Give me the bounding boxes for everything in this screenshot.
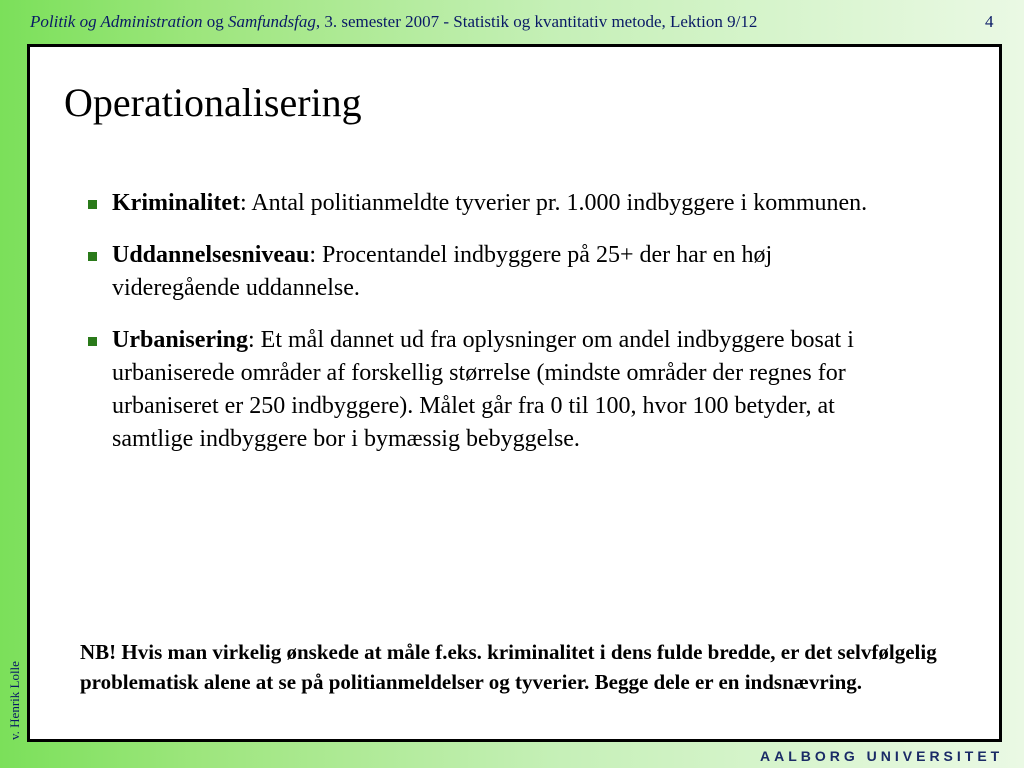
course-connector: og: [202, 12, 229, 31]
course-header: [30, 12, 757, 32]
square-bullet-icon: [88, 252, 97, 261]
square-bullet-icon: [88, 337, 97, 346]
bullet-item-urbanisering: [88, 324, 898, 456]
bullet-text: : Et mål dannet ud fra oplysninger om andel indbyggere bosat i urbaniserede områder af forskellig størrelse (mindste områder der regnes for urbaniseret er 250 indbyggere). Målet går fra 0 til 100, hvor 100 betyder, at samtlige indbyggere bor i bymæssig bebyggelse.: [112, 327, 854, 452]
bullet-term: Kriminalitet: [112, 190, 240, 216]
bullet-text: : Procentandel indbyggere på 25+ der har en høj videregående uddannelse.: [112, 242, 773, 301]
bullet-list: [88, 187, 898, 475]
nb-note: NB! Hvis man virkelig ønskede at måle f.eks. kriminalitet i dens fulde bredde, er det selvfølgelig problematisk alene at se på politianmeldelser og tyverier. Begge dele er en indsnævring.: [80, 640, 937, 694]
square-bullet-icon: [88, 200, 97, 209]
university-logo: AALBORG UNIVERSITET: [760, 748, 1004, 764]
slide-header: [0, 0, 1024, 44]
bullet-term: Uddannelsesniveau: [112, 242, 310, 268]
page-number: 4: [985, 12, 994, 31]
course-details: , 3. semester 2007 - Statistik og kvantitativ metode, Lektion 9/12: [315, 12, 758, 31]
bullet-text: : Antal politianmeldte tyverier pr. 1.000 indbyggere i kommunen.: [239, 190, 868, 216]
side-author: v. Henrik Lolle: [7, 661, 22, 740]
bullet-item-uddannelsesniveau: [88, 239, 898, 305]
slide-title: Operationalisering: [64, 80, 362, 125]
course-name-1: Politik og Administration: [30, 12, 203, 31]
bullet-term: Urbanisering: [112, 327, 249, 353]
course-name-2: Samfundsfag: [228, 12, 316, 31]
bullet-item-kriminalitet: [88, 187, 898, 220]
slide-frame: [27, 44, 1002, 742]
